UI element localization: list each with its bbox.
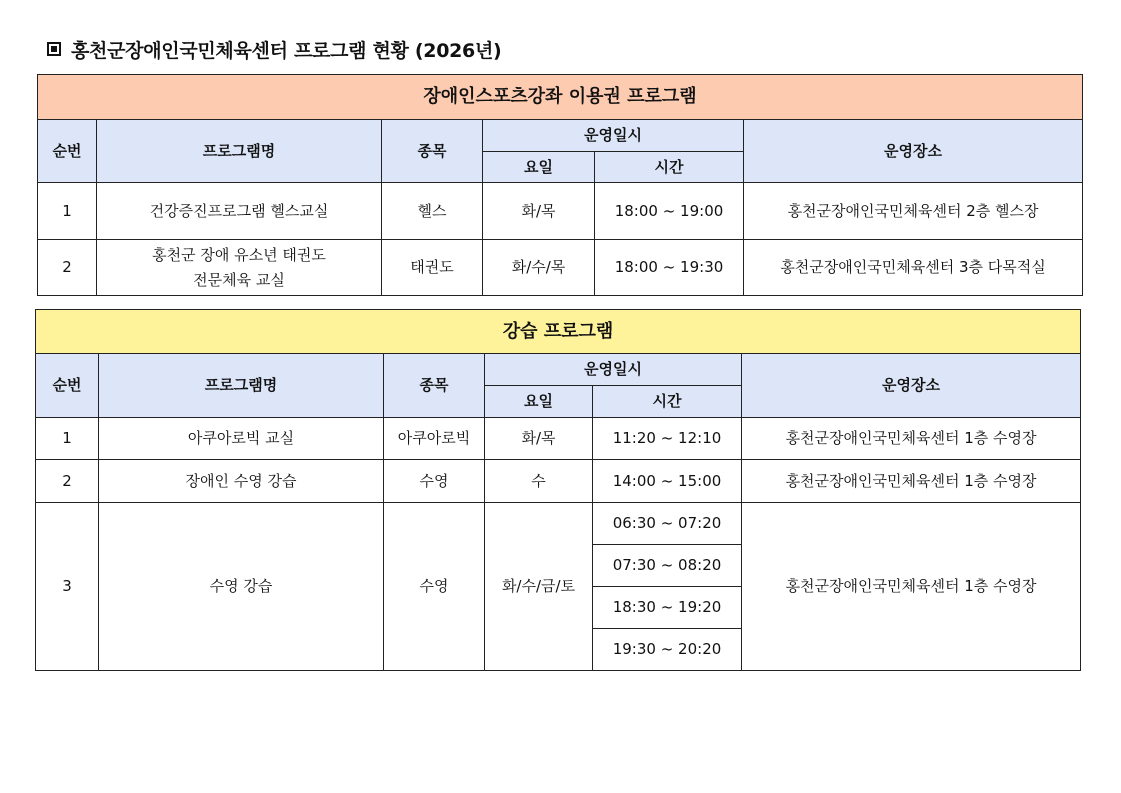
table-title: 장애인스포츠강좌 이용권 프로그램 <box>38 75 1083 120</box>
cell-place: 홍천군장애인국민체육센터 1층 수영장 <box>742 460 1081 503</box>
cell-place: 홍천군장애인국민체육센터 2층 헬스장 <box>744 183 1083 240</box>
voucher-program-table <box>37 74 1083 296</box>
cell-time: 14:00 ~ 15:00 <box>593 460 742 503</box>
cell-time: 18:30 ~ 19:20 <box>593 587 742 629</box>
cell-day: 화/목 <box>483 183 595 240</box>
header-program: 프로그램명 <box>97 120 382 183</box>
table-row <box>38 240 1083 296</box>
cell-program <box>97 240 382 296</box>
table-row <box>36 503 1081 545</box>
cell-day: 화/수/목 <box>483 240 595 296</box>
header-time: 시간 <box>593 386 742 418</box>
header-schedule: 운영일시 <box>485 354 742 386</box>
cell-sport: 태권도 <box>382 240 483 296</box>
header-day: 요일 <box>483 152 595 183</box>
header-place: 운영장소 <box>742 354 1081 418</box>
cell-place: 홍천군장애인국민체육센터 1층 수영장 <box>742 418 1081 460</box>
header-day: 요일 <box>485 386 593 418</box>
header-no: 순번 <box>36 354 99 418</box>
header-schedule: 운영일시 <box>483 120 744 152</box>
header-no: 순번 <box>38 120 97 183</box>
cell-no: 1 <box>36 418 99 460</box>
cell-time: 11:20 ~ 12:10 <box>593 418 742 460</box>
cell-day: 화/수/금/토 <box>485 503 593 671</box>
cell-day: 수 <box>485 460 593 503</box>
cell-sport: 헬스 <box>382 183 483 240</box>
table-row <box>36 460 1081 503</box>
program-line-1: 홍천군 장애 유소년 태권도 <box>152 245 326 264</box>
cell-no: 3 <box>36 503 99 671</box>
cell-sport: 아쿠아로빅 <box>384 418 485 460</box>
cell-program: 아쿠아로빅 교실 <box>99 418 384 460</box>
table-row <box>36 418 1081 460</box>
cell-time: 18:00 ~ 19:30 <box>595 240 744 296</box>
lesson-program-table <box>35 309 1081 671</box>
cell-place: 홍천군장애인국민체육센터 3층 다목적실 <box>744 240 1083 296</box>
cell-sport: 수영 <box>384 503 485 671</box>
page-title: 홍천군장애인국민체육센터 프로그램 현황 (2026년) <box>71 39 502 62</box>
square-bullet-icon <box>47 42 61 56</box>
table-row <box>38 183 1083 240</box>
cell-time: 18:00 ~ 19:00 <box>595 183 744 240</box>
cell-sport: 수영 <box>384 460 485 503</box>
cell-place: 홍천군장애인국민체육센터 1층 수영장 <box>742 503 1081 671</box>
header-sport: 종목 <box>382 120 483 183</box>
cell-program: 장애인 수영 강습 <box>99 460 384 503</box>
cell-no: 2 <box>38 240 97 296</box>
cell-time: 19:30 ~ 20:20 <box>593 629 742 671</box>
cell-time: 07:30 ~ 08:20 <box>593 545 742 587</box>
header-sport: 종목 <box>384 354 485 418</box>
table-title: 강습 프로그램 <box>36 310 1081 354</box>
header-program: 프로그램명 <box>99 354 384 418</box>
cell-program: 수영 강습 <box>99 503 384 671</box>
cell-no: 1 <box>38 183 97 240</box>
cell-program: 건강증진프로그램 헬스교실 <box>97 183 382 240</box>
page-heading <box>47 36 501 62</box>
header-place: 운영장소 <box>744 120 1083 183</box>
program-line-2: 전문체육 교실 <box>193 270 285 289</box>
cell-day: 화/목 <box>485 418 593 460</box>
cell-no: 2 <box>36 460 99 503</box>
cell-time: 06:30 ~ 07:20 <box>593 503 742 545</box>
header-time: 시간 <box>595 152 744 183</box>
